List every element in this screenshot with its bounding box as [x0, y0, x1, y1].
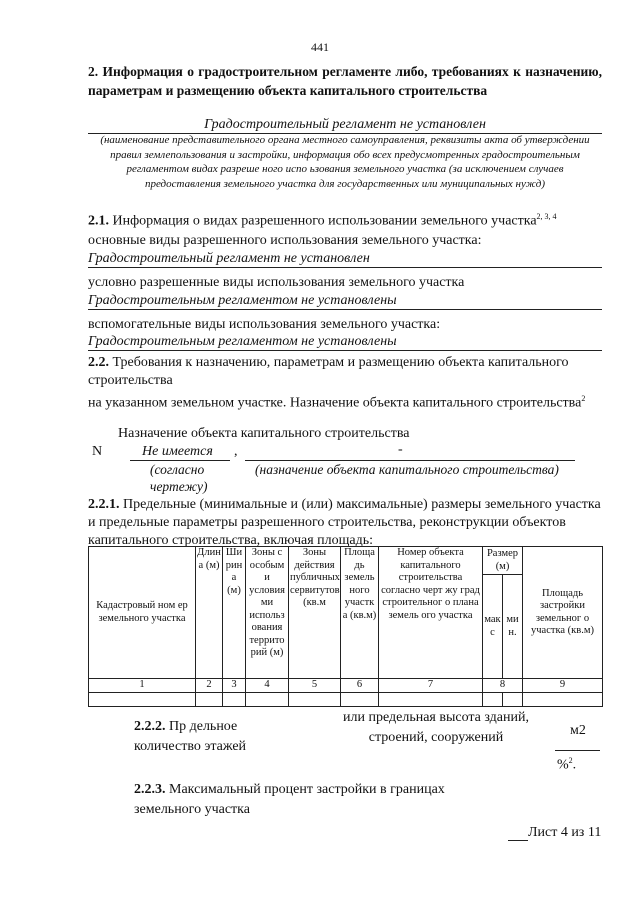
conditional-uses-label: условно разрешенные виды использования земельного участка	[88, 275, 465, 290]
n-value: Не имеется	[142, 444, 213, 459]
col-number: 3	[223, 679, 246, 693]
n-comma: ,	[234, 444, 238, 459]
section-2-2-2-text-b: или предельная высота зданий, строений, сооружений	[343, 710, 529, 745]
purpose-label: Назначение объекта капитального строительства	[118, 426, 410, 441]
sheet-underline	[508, 840, 528, 841]
header-area: Площа дь земель ного участк а (кв.м)	[341, 547, 379, 679]
section-2-1-title: Информация о видах разрешенного использовании земельного участка	[112, 213, 537, 229]
section-2-2-3-number: 2.2.3.	[134, 782, 166, 797]
header-zones-servitude: Зоны действия публичных сервитутов (кв.м	[289, 547, 341, 679]
col-number: 1	[89, 679, 196, 693]
col-number: 9	[523, 679, 603, 693]
percent-ref: 2	[568, 756, 573, 765]
n-label: N	[92, 444, 103, 459]
section-2-2-line2	[88, 390, 604, 413]
section-2-2-3	[134, 780, 484, 820]
header-built-area: Площадь застройки земельног о участка (кв.м)	[523, 547, 603, 679]
col-number: 5	[289, 679, 341, 693]
section-2-2-1-number: 2.2.1.	[88, 497, 120, 512]
table-row	[89, 693, 603, 707]
sheet-counter: Лист 4 из 11	[528, 825, 602, 840]
section-2-2-2-text-a: Пр дельное количество этажей	[134, 719, 247, 754]
section-2-2-1-heading	[88, 496, 608, 550]
caption-left: (согласно чертежу)	[150, 462, 208, 494]
header-cadastral: Кадастровый ном ер земельного участка	[89, 547, 196, 679]
section-2-title: 2. Информация о градостроительном регламенте либо, требованиях к назначению, параметрам и размещению объекта капитального строительства	[88, 64, 602, 98]
auxiliary-uses-underline	[88, 350, 602, 351]
header-object-number: Номер объекта капитального строительства согласно черт жу град строительног о плана земель ого участка	[379, 547, 483, 679]
section-2-note: (наименование представительного органа местного самоуправления, реквизиты акта об утверждении правил землепользования и застройки, информация обо всех предусмотренных градостроительным регламентом видах разреше ного испо ьзования земельного участка (за исключением случаев предоставления земельного участка для государственных или муниципальных нужд)	[100, 134, 590, 190]
percent-underline	[555, 750, 600, 751]
section-2-2-2-number: 2.2.2.	[134, 719, 166, 734]
conditional-uses-underline	[88, 309, 602, 310]
conditional-uses-value: Градостроительным регламентом не установлены	[88, 293, 397, 308]
main-uses-underline	[88, 267, 602, 268]
percent-dot: .	[572, 757, 577, 773]
section-2-2-ref: 2	[581, 394, 586, 403]
main-uses-value: Градостроительный регламент не установлен	[88, 251, 370, 266]
section-2-1-heading	[88, 208, 608, 231]
header-length: Длин а (м)	[196, 547, 223, 679]
header-zones-special: Зоны с особым и условия ми использ ования террито рий (м)	[246, 547, 289, 679]
percent-sign: %	[557, 757, 569, 773]
header-width: Ши рин а (м)	[223, 547, 246, 679]
col-number: 8	[483, 679, 523, 693]
section-2-2-3-text: Максимальный процент застройки в границах земельного участка	[134, 782, 445, 817]
section-2-2-title: Требования к назначению, параметрам и размещению объекта капитального строительства	[88, 355, 569, 388]
section-2-2-2-unit: м2	[570, 723, 586, 738]
section-2-1-refs: 2, 3, 4	[536, 212, 557, 221]
col-number: 6	[341, 679, 379, 693]
header-size: Размер (м)	[483, 547, 523, 575]
col-number: 7	[379, 679, 483, 693]
auxiliary-uses-label: вспомогательные виды использования земельного участка:	[88, 317, 441, 332]
main-uses-label: основные виды разрешенного использования земельного участка:	[88, 233, 482, 248]
col-number: 2	[196, 679, 223, 693]
purpose-dash: -	[398, 442, 403, 457]
page-number: 441	[311, 40, 329, 54]
col-number: 4	[246, 679, 289, 693]
parameters-table	[88, 546, 603, 707]
auxiliary-uses-value: Градостроительным регламентом не установлены	[88, 334, 397, 349]
caption-right: (назначение объекта капитального строительства)	[255, 462, 559, 477]
section-2-2-line2-text: на указанном земельном участке. Назначение объекта капитального строительства	[88, 395, 582, 411]
column-number-row	[89, 679, 603, 693]
header-size-max: мак с	[483, 575, 503, 679]
section-2-2-1-text: Предельные (минимальные и (или) максимальные) размеры земельного участка и предельные параметры разрешенного строительства, реконструкции объектов капитального строительства, включая площадь:	[88, 497, 601, 548]
section-2-value: Градостроительный регламент не установлен	[204, 117, 486, 132]
section-2-2-2-left	[134, 717, 274, 757]
section-2-1-number: 2.1.	[88, 213, 109, 229]
header-size-min: ми н.	[503, 575, 523, 679]
section-2-2-number: 2.2.	[88, 355, 109, 370]
percent-value	[557, 752, 576, 775]
section-2-2-heading	[88, 354, 608, 390]
